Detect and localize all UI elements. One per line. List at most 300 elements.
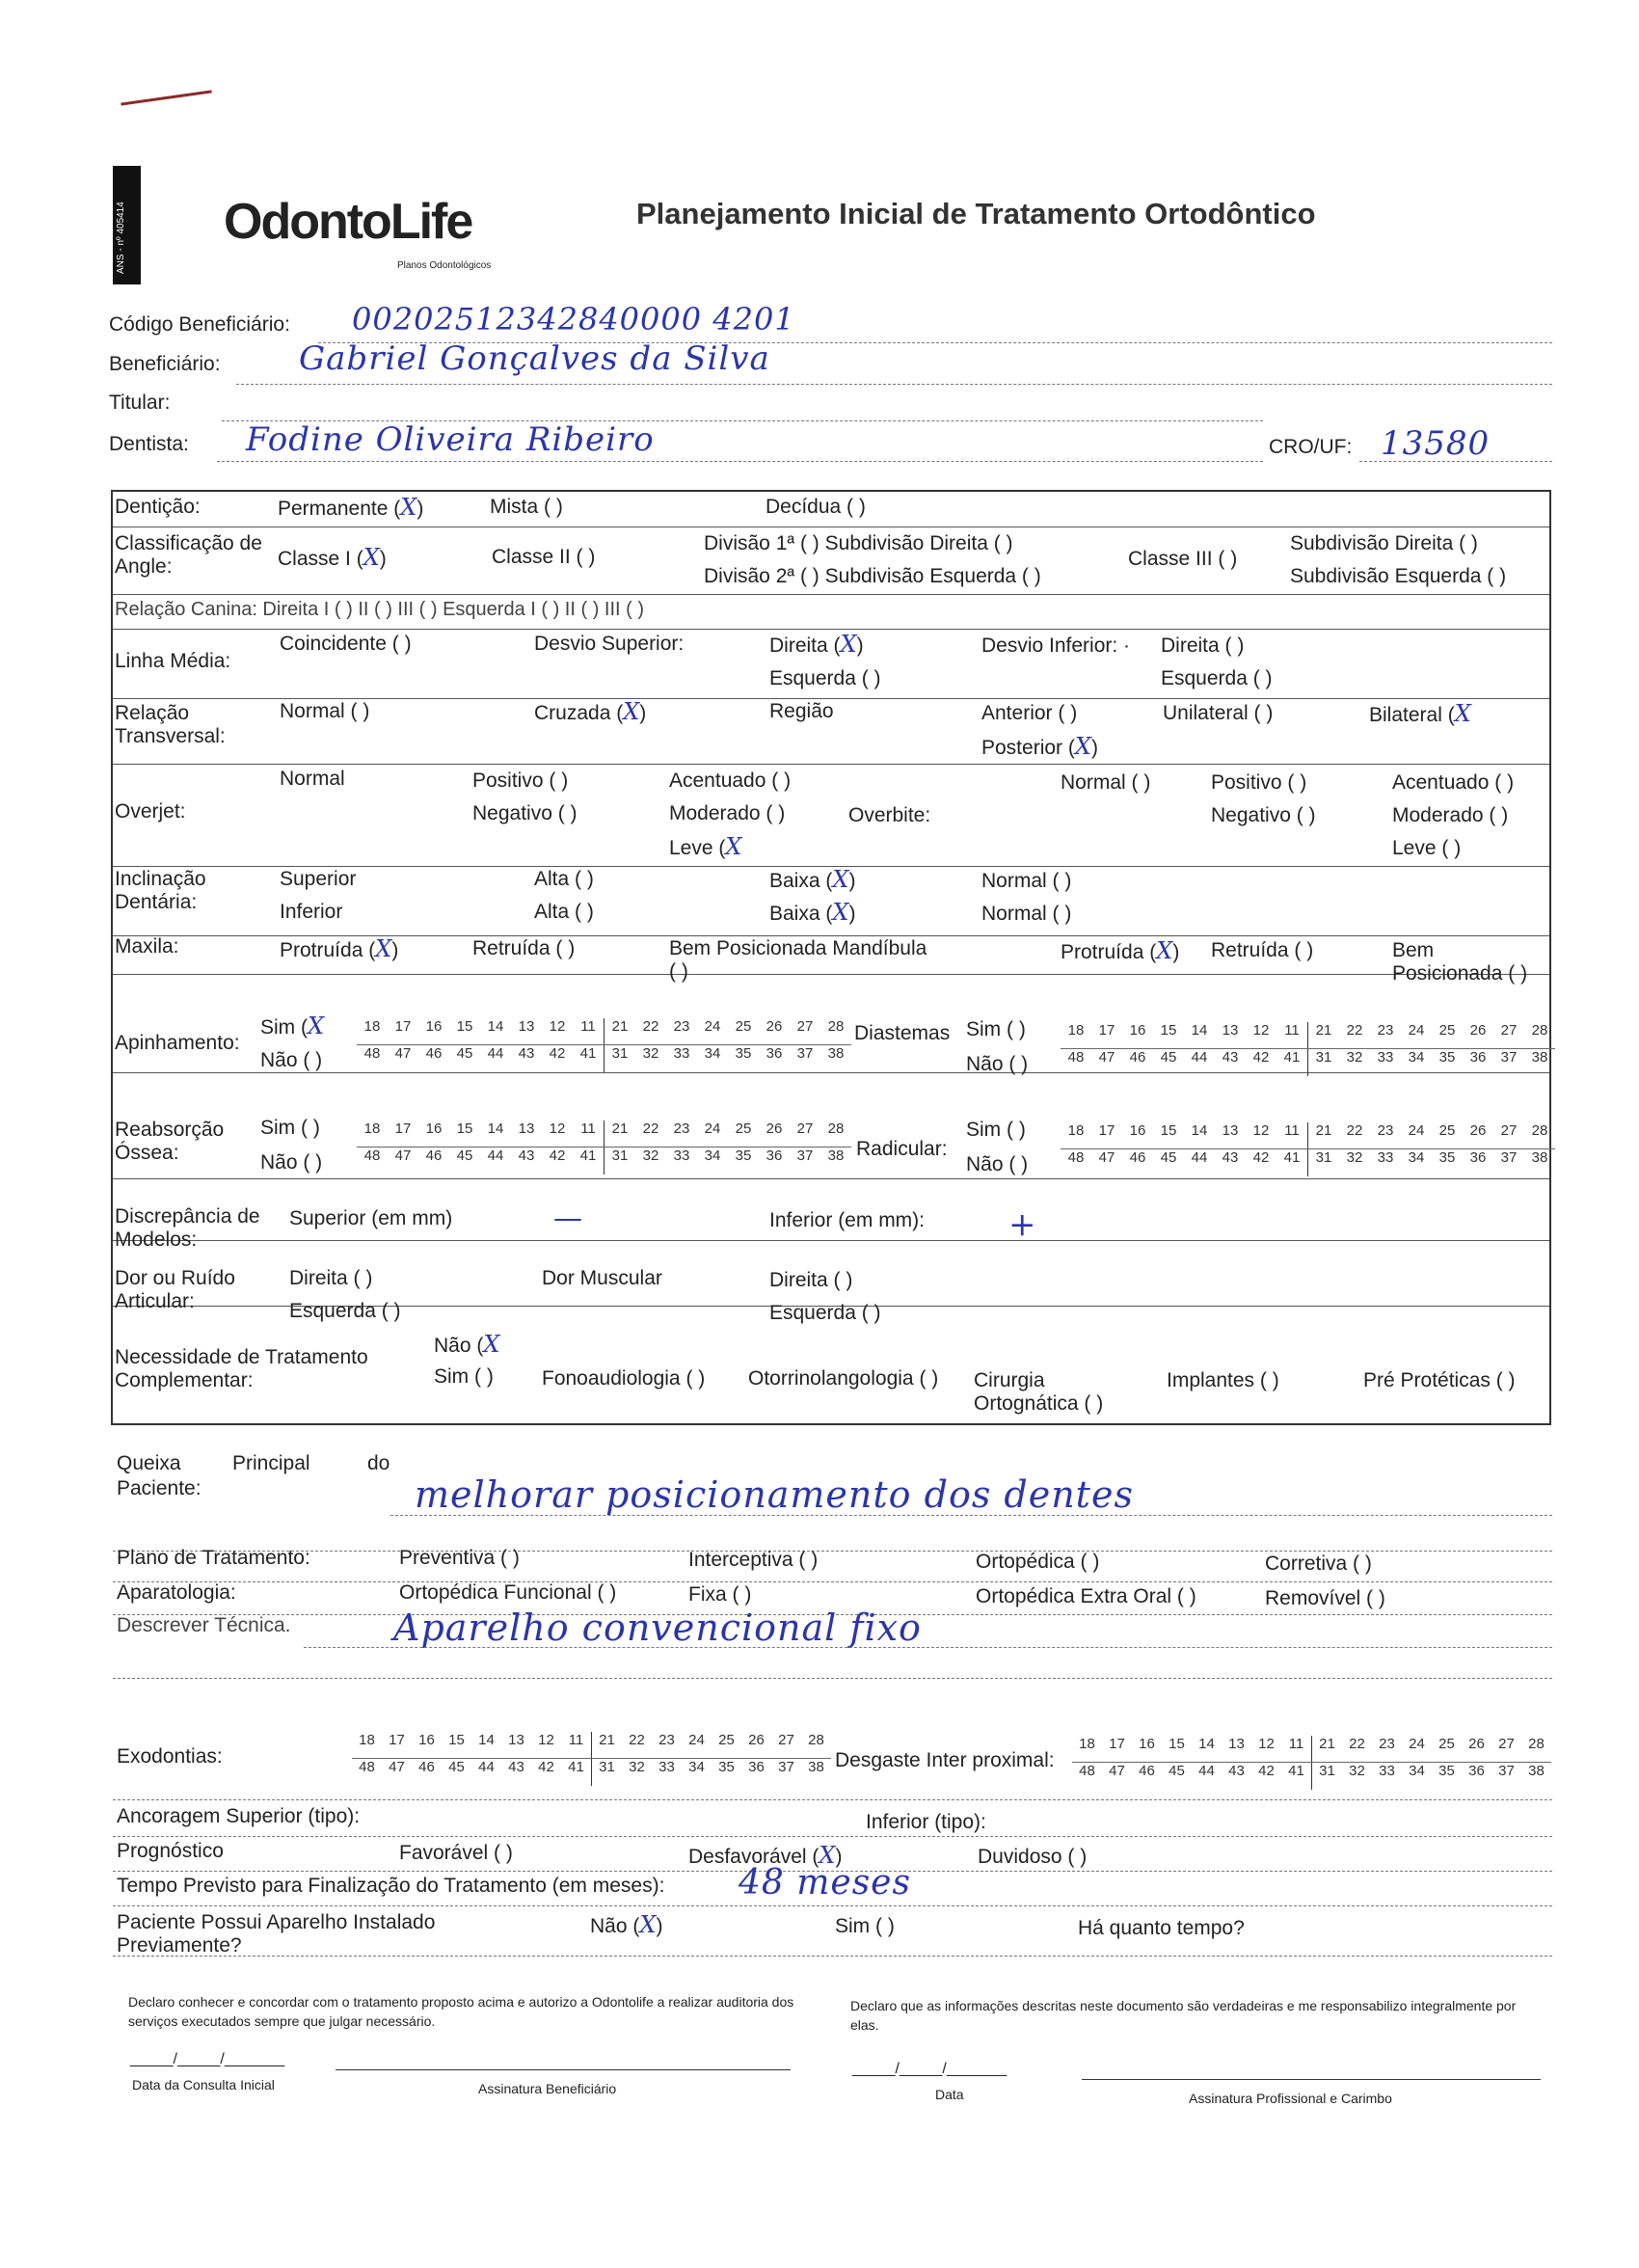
tooth-number[interactable]: 26: [1468, 1736, 1485, 1752]
tooth-number[interactable]: 31: [1307, 1049, 1339, 1076]
tooth-number[interactable]: 18: [363, 1120, 381, 1137]
tooth-number[interactable]: 48: [359, 1759, 375, 1775]
inclinacao-baixa-inf[interactable]: Baixa (X): [769, 899, 856, 926]
tooth-number[interactable]: 36: [1468, 1763, 1485, 1779]
overbite-negativo[interactable]: Negativo ( ): [1211, 804, 1316, 826]
queixa-4: Paciente:: [117, 1477, 202, 1499]
prog-desfavoravel[interactable]: Desfavorável (X): [688, 1842, 843, 1869]
tooth-number[interactable]: 47: [1109, 1763, 1125, 1779]
transversal-cruzada[interactable]: Cruzada (X): [534, 698, 647, 725]
overbite-positivo[interactable]: Positivo ( ): [1211, 771, 1307, 794]
tooth-number[interactable]: 13: [508, 1732, 524, 1748]
tooth-number[interactable]: 32: [1346, 1149, 1363, 1166]
diastemas-teeth[interactable]: [1061, 1022, 1555, 1076]
tooth-number[interactable]: 41: [579, 1045, 597, 1062]
tooth-number[interactable]: 18: [363, 1018, 381, 1035]
tooth-number[interactable]: 42: [538, 1759, 554, 1775]
tooth-number[interactable]: 43: [518, 1148, 535, 1164]
tooth-number[interactable]: 28: [1531, 1122, 1548, 1139]
tooth-number[interactable]: 43: [1222, 1149, 1239, 1166]
exodontias-teeth[interactable]: [352, 1732, 831, 1786]
tooth-number[interactable]: 42: [549, 1045, 566, 1062]
tooth-number[interactable]: 22: [1346, 1122, 1363, 1139]
tooth-number[interactable]: 27: [1498, 1736, 1515, 1752]
tooth-number[interactable]: 47: [394, 1148, 412, 1164]
prog-duvidoso[interactable]: Duvidoso ( ): [978, 1846, 1088, 1868]
tecnica-value[interactable]: Aparelho convencional fixo: [393, 1606, 922, 1649]
overjet-negativo[interactable]: Negativo ( ): [472, 802, 578, 824]
overjet-acentuado[interactable]: Acentuado ( ): [669, 770, 792, 792]
tooth-number[interactable]: 15: [456, 1018, 473, 1035]
tooth-number[interactable]: 42: [1252, 1149, 1270, 1166]
plano-preventiva[interactable]: Preventiva ( ): [399, 1547, 520, 1569]
necessidade-fono[interactable]: Fonoaudiologia ( ): [542, 1367, 706, 1390]
inclinacao-baixa-sup[interactable]: Baixa (X): [769, 866, 856, 893]
tooth-number[interactable]: 33: [1379, 1763, 1395, 1779]
tooth-number[interactable]: 27: [796, 1120, 814, 1137]
plano-interceptiva[interactable]: Interceptiva ( ): [688, 1549, 819, 1571]
angle-classe3[interactable]: Classe III ( ): [1128, 548, 1238, 570]
tooth-number[interactable]: 44: [478, 1759, 495, 1775]
transversal-anterior[interactable]: Anterior ( ): [981, 702, 1078, 724]
tooth-number[interactable]: 22: [642, 1018, 659, 1035]
tooth-number[interactable]: 17: [1109, 1736, 1125, 1752]
tooth-number[interactable]: 36: [766, 1148, 783, 1164]
tooth-number[interactable]: 22: [1349, 1736, 1365, 1752]
necessidade-implantes[interactable]: Implantes ( ): [1167, 1369, 1279, 1391]
assinatura-profissional-line[interactable]: [1082, 2079, 1541, 2080]
tooth-number[interactable]: 45: [448, 1759, 465, 1775]
linha-coincidente[interactable]: Coincidente ( ): [280, 633, 412, 655]
tooth-number[interactable]: 37: [1500, 1049, 1518, 1066]
dentista-value[interactable]: Fodine Oliveira Ribeiro: [246, 420, 655, 459]
overbite-acentuado[interactable]: Acentuado ( ): [1392, 771, 1515, 794]
tooth-number[interactable]: 37: [1500, 1149, 1518, 1166]
inclinacao-normal-sup[interactable]: Normal ( ): [981, 870, 1072, 892]
tooth-number[interactable]: 45: [456, 1148, 473, 1164]
tooth-number[interactable]: 46: [418, 1759, 435, 1775]
tooth-number[interactable]: 48: [1067, 1149, 1085, 1166]
tooth-number[interactable]: 12: [538, 1732, 554, 1748]
tooth-number[interactable]: 38: [1531, 1049, 1548, 1066]
tooth-number[interactable]: 26: [766, 1120, 783, 1137]
tooth-number[interactable]: 48: [363, 1045, 381, 1062]
aparelho-nao[interactable]: Não (X): [590, 1911, 663, 1938]
ancoragem-sup[interactable]: Ancoragem Superior (tipo):: [117, 1805, 361, 1827]
overjet-normal[interactable]: Normal: [280, 768, 345, 790]
tooth-number[interactable]: 41: [1283, 1049, 1301, 1066]
inclinacao-alta-inf[interactable]: Alta ( ): [534, 901, 594, 923]
tooth-number[interactable]: 47: [394, 1045, 412, 1062]
data-blank[interactable]: _____/_____/_______: [852, 2061, 1008, 2077]
dor-m-direita[interactable]: Direita ( ): [769, 1269, 853, 1291]
necessidade-nao[interactable]: Não (X: [434, 1331, 500, 1358]
tooth-number[interactable]: 14: [1191, 1022, 1208, 1039]
tooth-number[interactable]: 36: [748, 1759, 765, 1775]
tooth-number[interactable]: 15: [1160, 1122, 1177, 1139]
linha-inf-esquerda[interactable]: Esquerda ( ): [1161, 667, 1273, 689]
tooth-number[interactable]: 24: [1408, 1022, 1425, 1039]
tooth-number[interactable]: 24: [1408, 1122, 1425, 1139]
overbite-normal[interactable]: Normal ( ): [1061, 771, 1151, 794]
tooth-number[interactable]: 26: [1469, 1022, 1487, 1039]
tooth-number[interactable]: 11: [568, 1732, 584, 1748]
tooth-number[interactable]: 13: [1222, 1122, 1239, 1139]
reabsorcao-sim[interactable]: Sim ( ): [260, 1117, 320, 1139]
tooth-number[interactable]: 16: [418, 1732, 435, 1748]
tooth-number[interactable]: 23: [673, 1018, 690, 1035]
apar-extra[interactable]: Ortopédica Extra Oral ( ): [976, 1585, 1196, 1607]
tooth-number[interactable]: 17: [394, 1120, 412, 1137]
tooth-number[interactable]: 23: [1377, 1022, 1394, 1039]
tooth-number[interactable]: 47: [389, 1759, 405, 1775]
cro-label: CRO/UF:: [1269, 436, 1353, 458]
tooth-number[interactable]: 21: [1311, 1736, 1342, 1762]
tooth-number[interactable]: 13: [1222, 1022, 1239, 1039]
apar-funcional[interactable]: Ortopédica Funcional ( ): [399, 1581, 617, 1604]
mandibula-bem[interactable]: Bem Posicionada ( ): [1392, 939, 1528, 985]
tooth-number[interactable]: 47: [1098, 1049, 1115, 1066]
tooth-number[interactable]: 31: [1311, 1763, 1342, 1790]
tooth-number[interactable]: 31: [591, 1759, 622, 1786]
tooth-number[interactable]: 12: [549, 1120, 566, 1137]
tooth-number[interactable]: 11: [1288, 1736, 1304, 1752]
angle-classe1[interactable]: Classe I (X): [278, 544, 387, 571]
necessidade-otorrino[interactable]: Otorrinolangologia ( ): [748, 1367, 939, 1390]
tooth-number[interactable]: 43: [1222, 1049, 1239, 1066]
tooth-number[interactable]: 13: [518, 1120, 535, 1137]
tooth-number[interactable]: 14: [487, 1120, 504, 1137]
tooth-number[interactable]: 23: [1377, 1122, 1394, 1139]
transversal-normal[interactable]: Normal ( ): [280, 700, 370, 722]
tooth-number[interactable]: 34: [1408, 1049, 1425, 1066]
linha-inf-direita[interactable]: Direita ( ): [1161, 634, 1245, 657]
tooth-number[interactable]: 45: [1160, 1049, 1177, 1066]
tooth-number[interactable]: 12: [1252, 1122, 1270, 1139]
diastemas-sim[interactable]: Sim ( ): [966, 1018, 1026, 1040]
tooth-number[interactable]: 48: [1079, 1763, 1095, 1779]
necessidade-cirurgia[interactable]: Cirurgia Ortognática ( ): [974, 1369, 1104, 1415]
tooth-number[interactable]: 23: [658, 1732, 675, 1748]
tooth-number[interactable]: 23: [1379, 1736, 1395, 1752]
tooth-number[interactable]: 34: [1408, 1149, 1425, 1166]
diastemas-nao[interactable]: Não ( ): [966, 1053, 1029, 1075]
tooth-number[interactable]: 46: [1139, 1763, 1155, 1779]
ha-quanto[interactable]: Há quanto tempo?: [1078, 1917, 1245, 1939]
maxila-retruida[interactable]: Retruída ( ): [472, 937, 576, 959]
tooth-number[interactable]: 41: [1288, 1763, 1304, 1779]
tooth-number[interactable]: 21: [1307, 1022, 1339, 1048]
tooth-number[interactable]: 44: [487, 1045, 504, 1062]
tooth-number[interactable]: 36: [766, 1045, 783, 1062]
tooth-number[interactable]: 38: [1528, 1763, 1545, 1779]
tooth-number[interactable]: 24: [704, 1018, 721, 1035]
tooth-number[interactable]: 28: [827, 1120, 845, 1137]
overbite-moderado[interactable]: Moderado ( ): [1392, 804, 1509, 826]
tooth-number[interactable]: 46: [425, 1045, 443, 1062]
tooth-number[interactable]: 24: [1409, 1736, 1425, 1752]
tooth-number[interactable]: 25: [735, 1018, 752, 1035]
denticao-mista[interactable]: Mista ( ): [490, 496, 563, 518]
tooth-number[interactable]: 43: [1228, 1763, 1245, 1779]
codigo-value[interactable]: 00202512342840000 4201: [352, 301, 795, 338]
queixa-value[interactable]: melhorar posicionamento dos dentes: [415, 1473, 1134, 1516]
cro-value[interactable]: 13580: [1381, 424, 1491, 463]
tooth-number[interactable]: 25: [718, 1732, 735, 1748]
dor-direita[interactable]: Direita ( ): [289, 1267, 373, 1289]
beneficiario-label: Beneficiário:: [109, 353, 221, 375]
tooth-number[interactable]: 26: [1469, 1122, 1487, 1139]
tooth-number[interactable]: 28: [1528, 1736, 1545, 1752]
tooth-number[interactable]: 38: [827, 1148, 845, 1164]
apinhamento-teeth[interactable]: [357, 1018, 851, 1072]
tooth-number[interactable]: 25: [1438, 1736, 1455, 1752]
tooth-number[interactable]: 31: [604, 1148, 635, 1174]
tooth-number[interactable]: 42: [549, 1148, 566, 1164]
tooth-number[interactable]: 36: [1469, 1149, 1487, 1166]
angle-classe2[interactable]: Classe II ( ): [492, 546, 596, 568]
aparelho-sim[interactable]: Sim ( ): [835, 1915, 895, 1937]
tooth-number[interactable]: 43: [508, 1759, 524, 1775]
tooth-number[interactable]: 42: [1258, 1763, 1275, 1779]
tooth-number[interactable]: 14: [1198, 1736, 1215, 1752]
tooth-number[interactable]: 12: [1252, 1022, 1270, 1039]
tooth-number[interactable]: 27: [1500, 1022, 1518, 1039]
tooth-number[interactable]: 42: [1252, 1049, 1270, 1066]
tooth-number[interactable]: 16: [1129, 1022, 1146, 1039]
assinatura-beneficiario-line[interactable]: [336, 2069, 791, 2070]
tooth-number[interactable]: 37: [796, 1045, 814, 1062]
tooth-number[interactable]: 45: [456, 1045, 473, 1062]
maxila-bem[interactable]: Bem Posicionada Mandíbula ( ): [669, 937, 927, 983]
tooth-number[interactable]: 33: [673, 1148, 690, 1164]
tooth-number[interactable]: 26: [748, 1732, 765, 1748]
ancoragem-inf[interactable]: Inferior (tipo):: [866, 1811, 986, 1833]
inclinacao-alta-sup[interactable]: Alta ( ): [534, 868, 594, 890]
tooth-number[interactable]: 18: [1079, 1736, 1095, 1752]
tooth-number[interactable]: 25: [1438, 1022, 1456, 1039]
tooth-number[interactable]: 21: [1307, 1122, 1339, 1148]
tooth-number[interactable]: 21: [604, 1018, 635, 1044]
angle-div2[interactable]: Divisão 2ª ( ) Subdivisão Esquerda ( ): [704, 565, 1041, 587]
transversal-label: Relação Transversal:: [115, 702, 226, 747]
tooth-number[interactable]: 13: [1228, 1736, 1245, 1752]
relacao-canina[interactable]: Relação Canina: Direita I ( ) II ( ) III ( ) Esquerda I ( ) II ( ) III ( ): [115, 599, 645, 620]
inclinacao-normal-inf[interactable]: Normal ( ): [981, 903, 1072, 925]
tooth-number[interactable]: 21: [591, 1732, 622, 1758]
data-consulta-blank[interactable]: _____/_____/_______: [130, 2051, 285, 2067]
tooth-number[interactable]: 31: [1307, 1149, 1339, 1176]
transversal-posterior[interactable]: Posterior (X): [981, 733, 1098, 760]
overjet-positivo[interactable]: Positivo ( ): [472, 770, 569, 792]
apar-removivel[interactable]: Removível ( ): [1265, 1587, 1385, 1609]
discrepancia-inf-value[interactable]: +: [1008, 1205, 1037, 1244]
tooth-number[interactable]: 24: [704, 1120, 721, 1137]
tooth-number[interactable]: 26: [766, 1018, 783, 1035]
tooth-number[interactable]: 21: [604, 1120, 635, 1147]
mandibula-retruida[interactable]: Retruída ( ): [1211, 939, 1314, 961]
tooth-number[interactable]: 25: [1438, 1122, 1456, 1139]
angle-sube[interactable]: Subdivisão Esquerda ( ): [1290, 565, 1507, 587]
tooth-number[interactable]: 22: [629, 1732, 645, 1748]
tooth-number[interactable]: 23: [673, 1120, 690, 1137]
tooth-number[interactable]: 32: [642, 1045, 659, 1062]
tempo-value[interactable]: 48 meses: [739, 1863, 911, 1903]
tooth-number[interactable]: 14: [478, 1732, 495, 1748]
reabsorcao-label: Reabsorção Óssea:: [115, 1119, 225, 1164]
tooth-number[interactable]: 33: [673, 1045, 690, 1062]
tooth-number[interactable]: 32: [642, 1148, 659, 1164]
tooth-number[interactable]: 44: [487, 1148, 504, 1164]
beneficiario-value[interactable]: Gabriel Gonçalves da Silva: [299, 339, 770, 378]
tooth-number[interactable]: 43: [518, 1045, 535, 1062]
tooth-number[interactable]: 22: [1346, 1022, 1363, 1039]
linha-esquerda[interactable]: Esquerda ( ): [769, 667, 881, 689]
tooth-number[interactable]: 11: [580, 1120, 596, 1137]
tempo-label: Tempo Previsto para Finalização do Tratamento (em meses):: [117, 1875, 665, 1897]
tooth-number[interactable]: 34: [688, 1759, 705, 1775]
tooth-number[interactable]: 18: [359, 1732, 375, 1748]
tooth-number[interactable]: 34: [1409, 1763, 1425, 1779]
tooth-number[interactable]: 27: [778, 1732, 794, 1748]
tooth-number[interactable]: 41: [579, 1148, 597, 1164]
plano-ortopedica[interactable]: Ortopédica ( ): [976, 1551, 1100, 1573]
tooth-number[interactable]: 14: [487, 1018, 504, 1035]
desgaste-teeth[interactable]: [1072, 1736, 1551, 1790]
tooth-number[interactable]: 15: [1169, 1736, 1185, 1752]
tooth-number[interactable]: 47: [1098, 1149, 1115, 1166]
tooth-number[interactable]: 17: [394, 1018, 412, 1035]
tooth-number[interactable]: 16: [425, 1018, 443, 1035]
tooth-number[interactable]: 48: [1067, 1049, 1085, 1066]
tooth-number[interactable]: 15: [456, 1120, 473, 1137]
tooth-number[interactable]: 37: [778, 1759, 794, 1775]
tooth-number[interactable]: 35: [1438, 1763, 1455, 1779]
tooth-number[interactable]: 24: [688, 1732, 705, 1748]
tooth-number[interactable]: 15: [1160, 1022, 1177, 1039]
transversal-bilateral[interactable]: Bilateral (X: [1369, 700, 1471, 727]
tooth-number[interactable]: 18: [1067, 1022, 1085, 1039]
tooth-number[interactable]: 14: [1191, 1122, 1208, 1139]
dor-esquerda[interactable]: Esquerda ( ): [289, 1300, 401, 1322]
transversal-unilateral[interactable]: Unilateral ( ): [1163, 702, 1274, 724]
apinhamento-sim[interactable]: Sim (X: [260, 1012, 325, 1040]
tooth-number[interactable]: 41: [1283, 1149, 1301, 1166]
reabsorcao-teeth[interactable]: [357, 1120, 851, 1174]
radicular-sim[interactable]: Sim ( ): [966, 1119, 1026, 1141]
tooth-number[interactable]: 11: [1284, 1122, 1300, 1139]
overjet-leve[interactable]: Leve (X: [669, 833, 742, 860]
denticao-decidua[interactable]: Decídua ( ): [766, 496, 866, 518]
tooth-number[interactable]: 16: [1139, 1736, 1155, 1752]
tooth-number[interactable]: 35: [735, 1045, 752, 1062]
tooth-number[interactable]: 46: [1129, 1049, 1146, 1066]
overjet-moderado[interactable]: Moderado ( ): [669, 802, 786, 824]
apar-fixa[interactable]: Fixa ( ): [688, 1583, 752, 1606]
tooth-number[interactable]: 46: [1129, 1149, 1146, 1166]
tooth-number[interactable]: 31: [604, 1045, 635, 1072]
tooth-number[interactable]: 44: [1198, 1763, 1215, 1779]
tooth-number[interactable]: 33: [658, 1759, 675, 1775]
tooth-number[interactable]: 35: [1438, 1049, 1456, 1066]
maxila-protruida[interactable]: Protruída (X): [280, 935, 399, 962]
tooth-number[interactable]: 48: [363, 1148, 381, 1164]
tooth-number[interactable]: 36: [1469, 1049, 1487, 1066]
plano-corretiva[interactable]: Corretiva ( ): [1265, 1552, 1372, 1575]
radicular-teeth[interactable]: [1061, 1122, 1555, 1176]
tooth-number[interactable]: 17: [1098, 1022, 1115, 1039]
overbite-leve[interactable]: Leve ( ): [1392, 837, 1462, 859]
tooth-number[interactable]: 22: [642, 1120, 659, 1137]
tooth-number[interactable]: 28: [1531, 1022, 1548, 1039]
tooth-number[interactable]: 34: [704, 1148, 721, 1164]
necessidade-sim[interactable]: Sim ( ): [434, 1365, 494, 1388]
dor-muscular: Dor Muscular: [542, 1267, 662, 1289]
tooth-number[interactable]: 32: [1346, 1049, 1363, 1066]
tooth-number[interactable]: 45: [1160, 1149, 1177, 1166]
tooth-number[interactable]: 44: [1191, 1149, 1208, 1166]
tooth-number[interactable]: 12: [1258, 1736, 1275, 1752]
tooth-number[interactable]: 33: [1377, 1049, 1394, 1066]
apinhamento-nao[interactable]: Não ( ): [260, 1049, 323, 1071]
tooth-number[interactable]: 27: [1500, 1122, 1518, 1139]
tooth-number[interactable]: 41: [568, 1759, 584, 1775]
tooth-number[interactable]: 38: [827, 1045, 845, 1062]
tooth-number[interactable]: 17: [389, 1732, 405, 1748]
tooth-number[interactable]: 38: [1531, 1149, 1548, 1166]
tooth-number[interactable]: 35: [735, 1148, 752, 1164]
tooth-number[interactable]: 13: [518, 1018, 535, 1035]
tooth-number[interactable]: 35: [718, 1759, 735, 1775]
tooth-number[interactable]: 28: [808, 1732, 824, 1748]
mandibula-protruida[interactable]: Protruída (X): [1061, 937, 1180, 964]
tooth-number[interactable]: 16: [425, 1120, 443, 1137]
necessidade-pre[interactable]: Pré Protéticas ( ): [1363, 1369, 1516, 1391]
dor-m-esquerda[interactable]: Esquerda ( ): [769, 1302, 881, 1324]
angle-subd[interactable]: Subdivisão Direita ( ): [1290, 532, 1478, 554]
tooth-number[interactable]: 11: [1284, 1022, 1300, 1039]
maxila-label: Maxila:: [115, 935, 179, 958]
denticao-permanente[interactable]: Permanente (X): [278, 494, 424, 521]
tooth-number[interactable]: 35: [1438, 1149, 1456, 1166]
tooth-number[interactable]: 16: [1129, 1122, 1146, 1139]
discrepancia-sup-value[interactable]: —: [553, 1202, 583, 1235]
radicular-nao[interactable]: Não ( ): [966, 1153, 1029, 1175]
tooth-number[interactable]: 12: [549, 1018, 566, 1035]
tooth-number[interactable]: 25: [735, 1120, 752, 1137]
tooth-number[interactable]: 28: [827, 1018, 845, 1035]
tooth-number[interactable]: 33: [1377, 1149, 1394, 1166]
tooth-number[interactable]: 32: [629, 1759, 645, 1775]
tooth-number[interactable]: 32: [1349, 1763, 1365, 1779]
tooth-number[interactable]: 11: [580, 1018, 596, 1035]
tooth-number[interactable]: 45: [1169, 1763, 1185, 1779]
prog-favoravel[interactable]: Favorável ( ): [399, 1842, 513, 1864]
tooth-number[interactable]: 34: [704, 1045, 721, 1062]
tooth-number[interactable]: 17: [1098, 1122, 1115, 1139]
tooth-number[interactable]: 44: [1191, 1049, 1208, 1066]
tooth-number[interactable]: 46: [425, 1148, 443, 1164]
tooth-number[interactable]: 27: [796, 1018, 814, 1035]
reabsorcao-nao[interactable]: Não ( ): [260, 1151, 323, 1174]
tooth-number[interactable]: 37: [1498, 1763, 1515, 1779]
tooth-number[interactable]: 18: [1067, 1122, 1085, 1139]
angle-div1[interactable]: Divisão 1ª ( ) Subdivisão Direita ( ): [704, 532, 1013, 554]
linha-direita[interactable]: Direita (X): [769, 631, 864, 658]
tooth-number[interactable]: 15: [448, 1732, 465, 1748]
tooth-number[interactable]: 38: [808, 1759, 824, 1775]
tooth-number[interactable]: 37: [796, 1148, 814, 1164]
